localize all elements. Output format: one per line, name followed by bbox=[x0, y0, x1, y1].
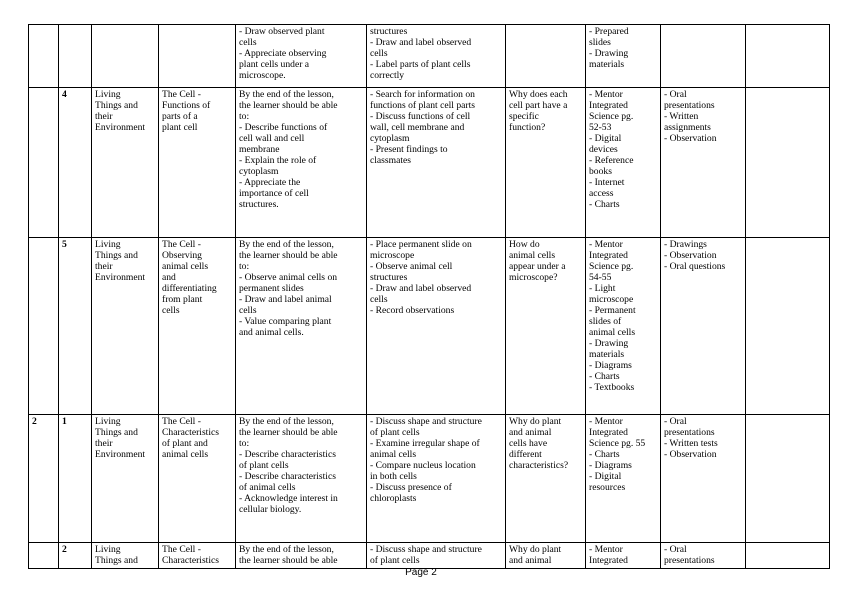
sub-strand-cell bbox=[159, 88, 236, 238]
cell-text-line: different bbox=[509, 449, 542, 460]
strand-cell bbox=[92, 238, 159, 415]
cell-text-line: from plant bbox=[162, 294, 203, 305]
cell-text-line: the learner should be able bbox=[239, 555, 338, 566]
cell-text-line: membrane bbox=[239, 144, 280, 155]
learning-resources-cell bbox=[586, 25, 661, 88]
reflection-cell bbox=[746, 25, 830, 88]
cell-text-line: Integrated bbox=[589, 100, 628, 111]
cell-text-line: By the end of the lesson, bbox=[239, 544, 334, 555]
learning-experiences-cell bbox=[367, 543, 506, 569]
assessment-cell bbox=[661, 88, 746, 238]
key-inquiry-question-cell bbox=[506, 543, 586, 569]
cell-text-line: microscope. bbox=[239, 70, 286, 81]
cell-text-line: - Digital bbox=[589, 133, 622, 144]
cell-text-line: - Charts bbox=[589, 371, 620, 382]
cell-text-line: The Cell - bbox=[162, 89, 201, 100]
cell-text-line: - Draw and label animal bbox=[239, 294, 332, 305]
assessment-cell bbox=[661, 25, 746, 88]
cell-text-line: - Reference bbox=[589, 155, 634, 166]
cell-text-line: cells bbox=[239, 305, 257, 316]
cell-text-line: of animal cells bbox=[239, 482, 296, 493]
table-row bbox=[29, 415, 830, 543]
key-inquiry-question-cell bbox=[506, 25, 586, 88]
cell-text-line: - Place permanent slide on bbox=[370, 239, 472, 250]
cell-text-line: to: bbox=[239, 111, 250, 122]
week-cell bbox=[29, 415, 59, 543]
cell-text-line: cells bbox=[239, 37, 257, 48]
week-cell bbox=[29, 543, 59, 569]
cell-text-line: classmates bbox=[370, 155, 412, 166]
lesson-cell bbox=[59, 88, 92, 238]
cell-text-line: - Observation bbox=[664, 133, 717, 144]
cell-text-line: Things and bbox=[95, 555, 138, 566]
cell-text-line: - Oral bbox=[664, 89, 687, 100]
page-footer bbox=[0, 567, 842, 578]
learning-experiences-cell bbox=[367, 88, 506, 238]
cell-text-line: cytoplasm bbox=[239, 166, 279, 177]
page-number: Page 2 bbox=[405, 567, 437, 578]
table-row bbox=[29, 543, 830, 569]
key-inquiry-question-cell bbox=[506, 415, 586, 543]
cell-text-line: - Oral questions bbox=[664, 261, 726, 272]
cell-number: 2 bbox=[62, 544, 67, 555]
cell-text-line: and bbox=[162, 272, 176, 283]
cell-text-line: microscope bbox=[370, 250, 415, 261]
cell-text-line: cells bbox=[162, 305, 180, 316]
week-cell bbox=[29, 238, 59, 415]
cell-text-line: - Acknowledge interest in bbox=[239, 493, 338, 504]
cell-text-line: - Discuss presence of bbox=[370, 482, 452, 493]
learning-experiences-cell bbox=[367, 238, 506, 415]
cell-text-line: Observing bbox=[162, 250, 202, 261]
cell-text-line: structures bbox=[370, 26, 408, 37]
cell-text-line: to: bbox=[239, 261, 250, 272]
cell-text-line: and animal bbox=[509, 555, 552, 566]
cell-text-line: Why does each bbox=[509, 89, 568, 100]
cell-text-line: the learner should be able bbox=[239, 427, 338, 438]
cell-text-line: importance of cell bbox=[239, 188, 309, 199]
cell-text-line: Living bbox=[95, 89, 121, 100]
cell-text-line: The Cell - bbox=[162, 544, 201, 555]
cell-text-line: and animal bbox=[509, 427, 552, 438]
strand-cell bbox=[92, 415, 159, 543]
cell-text-line: presentations bbox=[664, 555, 715, 566]
cell-text-line: of plant and bbox=[162, 438, 208, 449]
cell-text-line: microscope? bbox=[509, 272, 558, 283]
cell-text-line: Integrated bbox=[589, 427, 628, 438]
learning-outcomes-cell bbox=[236, 415, 367, 543]
cell-text-line: The Cell - bbox=[162, 416, 201, 427]
cell-text-line: appear under a bbox=[509, 261, 566, 272]
cell-text-line: to: bbox=[239, 438, 250, 449]
cell-text-line: The Cell - bbox=[162, 239, 201, 250]
cell-text-line: functions of plant cell parts bbox=[370, 100, 475, 111]
cell-text-line: access bbox=[589, 188, 614, 199]
sub-strand-cell bbox=[159, 543, 236, 569]
cell-text-line: - Oral bbox=[664, 544, 687, 555]
cell-text-line: cell wall and cell bbox=[239, 133, 305, 144]
lesson-cell bbox=[59, 543, 92, 569]
strand-cell bbox=[92, 25, 159, 88]
cell-text-line: - Present findings to bbox=[370, 144, 448, 155]
cell-text-line: characteristics? bbox=[509, 460, 569, 471]
reflection-cell bbox=[746, 415, 830, 543]
cell-text-line: of plant cells bbox=[370, 427, 420, 438]
cell-text-line: Why do plant bbox=[509, 416, 562, 427]
cell-text-line: - Describe characteristics bbox=[239, 471, 336, 482]
cell-text-line: slides bbox=[589, 37, 611, 48]
learning-resources-cell bbox=[586, 88, 661, 238]
cell-text-line: correctly bbox=[370, 70, 405, 81]
cell-text-line: cells have bbox=[509, 438, 548, 449]
cell-text-line: - Charts bbox=[589, 199, 620, 210]
cell-text-line: - Prepared bbox=[589, 26, 629, 37]
learning-outcomes-cell bbox=[236, 25, 367, 88]
cell-text-line: Things and bbox=[95, 427, 138, 438]
cell-number: 5 bbox=[62, 239, 67, 250]
cell-text-line: assignments bbox=[664, 122, 711, 133]
cell-text-line: specific bbox=[509, 111, 539, 122]
cell-text-line: - Diagrams bbox=[589, 460, 632, 471]
cell-text-line: presentations bbox=[664, 427, 715, 438]
cell-text-line: 52-53 bbox=[589, 122, 612, 133]
learning-outcomes-cell bbox=[236, 543, 367, 569]
cell-text-line: cells bbox=[370, 294, 388, 305]
cell-text-line: the learner should be able bbox=[239, 100, 338, 111]
cell-text-line: the learner should be able bbox=[239, 250, 338, 261]
cell-text-line: Functions of bbox=[162, 100, 211, 111]
cell-text-line: Science pg. bbox=[589, 111, 634, 122]
cell-text-line: How do bbox=[509, 239, 540, 250]
cell-text-line: - Digital bbox=[589, 471, 622, 482]
cell-text-line: - Internet bbox=[589, 177, 625, 188]
cell-text-line: - Observation bbox=[664, 250, 717, 261]
cell-text-line: - Drawing bbox=[589, 338, 629, 349]
cell-text-line: - Diagrams bbox=[589, 360, 632, 371]
cell-text-line: cell part have a bbox=[509, 100, 568, 111]
assessment-cell bbox=[661, 238, 746, 415]
cell-number: 4 bbox=[62, 89, 67, 100]
cell-text-line: - Mentor bbox=[589, 239, 623, 250]
cell-text-line: Integrated bbox=[589, 555, 628, 566]
scheme-of-work-table bbox=[28, 24, 830, 569]
cell-text-line: - Permanent bbox=[589, 305, 636, 316]
cell-text-line: - Written tests bbox=[664, 438, 718, 449]
cell-text-line: permanent slides bbox=[239, 283, 304, 294]
cell-text-line: Living bbox=[95, 416, 121, 427]
table-row bbox=[29, 88, 830, 238]
cell-text-line: - Appreciate the bbox=[239, 177, 301, 188]
cell-text-line: - Compare nucleus location bbox=[370, 460, 476, 471]
cell-number: 1 bbox=[62, 416, 67, 427]
cell-text-line: - Light bbox=[589, 283, 616, 294]
cell-text-line: Living bbox=[95, 544, 121, 555]
cell-text-line: cytoplasm bbox=[370, 133, 410, 144]
cell-text-line: - Record observations bbox=[370, 305, 455, 316]
cell-text-line: of plant cells bbox=[239, 460, 289, 471]
cell-text-line: - Draw and label observed bbox=[370, 37, 472, 48]
sub-strand-cell bbox=[159, 238, 236, 415]
cell-text-line: By the end of the lesson, bbox=[239, 89, 334, 100]
cell-text-line: Living bbox=[95, 239, 121, 250]
week-cell bbox=[29, 25, 59, 88]
cell-text-line: materials bbox=[589, 59, 625, 70]
learning-outcomes-cell bbox=[236, 88, 367, 238]
cell-text-line: devices bbox=[589, 144, 618, 155]
cell-text-line: microscope bbox=[589, 294, 634, 305]
cell-text-line: cells bbox=[370, 48, 388, 59]
cell-text-line: Why do plant bbox=[509, 544, 562, 555]
cell-text-line: - Observation bbox=[664, 449, 717, 460]
cell-text-line: By the end of the lesson, bbox=[239, 416, 334, 427]
cell-text-line: materials bbox=[589, 349, 625, 360]
learning-outcomes-cell bbox=[236, 238, 367, 415]
cell-text-line: Environment bbox=[95, 272, 146, 283]
cell-text-line: Things and bbox=[95, 100, 138, 111]
cell-text-line: - Examine irregular shape of bbox=[370, 438, 480, 449]
learning-experiences-cell bbox=[367, 25, 506, 88]
sub-strand-cell bbox=[159, 25, 236, 88]
cell-text-line: plant cells under a bbox=[239, 59, 310, 70]
cell-text-line: in both cells bbox=[370, 471, 417, 482]
cell-text-line: - Discuss functions of cell bbox=[370, 111, 471, 122]
cell-text-line: - Mentor bbox=[589, 89, 623, 100]
cell-text-line: Things and bbox=[95, 250, 138, 261]
cell-text-line: 54-55 bbox=[589, 272, 612, 283]
cell-text-line: - Draw observed plant bbox=[239, 26, 325, 37]
cell-text-line: slides of bbox=[589, 316, 622, 327]
cell-text-line: - Drawing bbox=[589, 48, 629, 59]
cell-text-line: - Search for information on bbox=[370, 89, 475, 100]
cell-text-line: resources bbox=[589, 482, 626, 493]
learning-resources-cell bbox=[586, 415, 661, 543]
cell-text-line: - Explain the role of bbox=[239, 155, 317, 166]
cell-text-line: function? bbox=[509, 122, 546, 133]
assessment-cell bbox=[661, 415, 746, 543]
key-inquiry-question-cell bbox=[506, 88, 586, 238]
cell-text-line: animal cells bbox=[162, 449, 209, 460]
cell-text-line: Characteristics bbox=[162, 555, 220, 566]
cell-text-line: - Drawings bbox=[664, 239, 707, 250]
cell-text-line: animal cells bbox=[509, 250, 556, 261]
cell-text-line: - Observe animal cells on bbox=[239, 272, 338, 283]
learning-resources-cell bbox=[586, 543, 661, 569]
cell-text-line: Integrated bbox=[589, 250, 628, 261]
reflection-cell bbox=[746, 88, 830, 238]
cell-text-line: their bbox=[95, 261, 113, 272]
cell-text-line: - Discuss shape and structure bbox=[370, 544, 482, 555]
cell-text-line: animal cells bbox=[370, 449, 417, 460]
cell-text-line: - Observe animal cell bbox=[370, 261, 453, 272]
lesson-cell bbox=[59, 238, 92, 415]
cell-text-line: - Appreciate observing bbox=[239, 48, 327, 59]
cell-text-line: - Mentor bbox=[589, 544, 623, 555]
cell-text-line: Characteristics bbox=[162, 427, 220, 438]
cell-text-line: animal cells bbox=[589, 327, 636, 338]
cell-text-line: - Draw and label observed bbox=[370, 283, 472, 294]
cell-text-line: - Mentor bbox=[589, 416, 623, 427]
table-row bbox=[29, 238, 830, 415]
cell-text-line: books bbox=[589, 166, 612, 177]
table-body bbox=[29, 25, 830, 569]
cell-text-line: and animal cells. bbox=[239, 327, 304, 338]
learning-experiences-cell bbox=[367, 415, 506, 543]
cell-text-line: - Charts bbox=[589, 449, 620, 460]
cell-text-line: Science pg. bbox=[589, 261, 634, 272]
cell-text-line: parts of a bbox=[162, 111, 198, 122]
week-cell bbox=[29, 88, 59, 238]
cell-text-line: plant cell bbox=[162, 122, 198, 133]
cell-text-line: chloroplasts bbox=[370, 493, 417, 504]
cell-text-line: structures bbox=[370, 272, 408, 283]
table-row bbox=[29, 25, 830, 88]
cell-text-line: presentations bbox=[664, 100, 715, 111]
cell-text-line: - Describe characteristics bbox=[239, 449, 336, 460]
cell-text-line: structures. bbox=[239, 199, 279, 210]
reflection-cell bbox=[746, 238, 830, 415]
cell-text-line: wall, cell membrane and bbox=[370, 122, 465, 133]
key-inquiry-question-cell bbox=[506, 238, 586, 415]
assessment-cell bbox=[661, 543, 746, 569]
lesson-cell bbox=[59, 25, 92, 88]
cell-text-line: - Label parts of plant cells bbox=[370, 59, 471, 70]
cell-text-line: their bbox=[95, 111, 113, 122]
cell-text-line: their bbox=[95, 438, 113, 449]
cell-text-line: - Written bbox=[664, 111, 699, 122]
cell-text-line: Environment bbox=[95, 122, 146, 133]
strand-cell bbox=[92, 88, 159, 238]
reflection-cell bbox=[746, 543, 830, 569]
cell-text-line: - Discuss shape and structure bbox=[370, 416, 482, 427]
strand-cell bbox=[92, 543, 159, 569]
cell-text-line: By the end of the lesson, bbox=[239, 239, 334, 250]
lesson-cell bbox=[59, 415, 92, 543]
cell-text-line: cellular biology. bbox=[239, 504, 302, 515]
cell-text-line: - Describe functions of bbox=[239, 122, 328, 133]
cell-text-line: of plant cells bbox=[370, 555, 420, 566]
cell-text-line: Environment bbox=[95, 449, 146, 460]
cell-text-line: - Value comparing plant bbox=[239, 316, 332, 327]
cell-text-line: - Textbooks bbox=[589, 382, 635, 393]
cell-text-line: differentiating bbox=[162, 283, 217, 294]
cell-text-line: - Oral bbox=[664, 416, 687, 427]
cell-text-line: Science pg. 55 bbox=[589, 438, 646, 449]
sub-strand-cell bbox=[159, 415, 236, 543]
cell-text-line: animal cells bbox=[162, 261, 209, 272]
learning-resources-cell bbox=[586, 238, 661, 415]
cell-number: 2 bbox=[32, 416, 37, 427]
